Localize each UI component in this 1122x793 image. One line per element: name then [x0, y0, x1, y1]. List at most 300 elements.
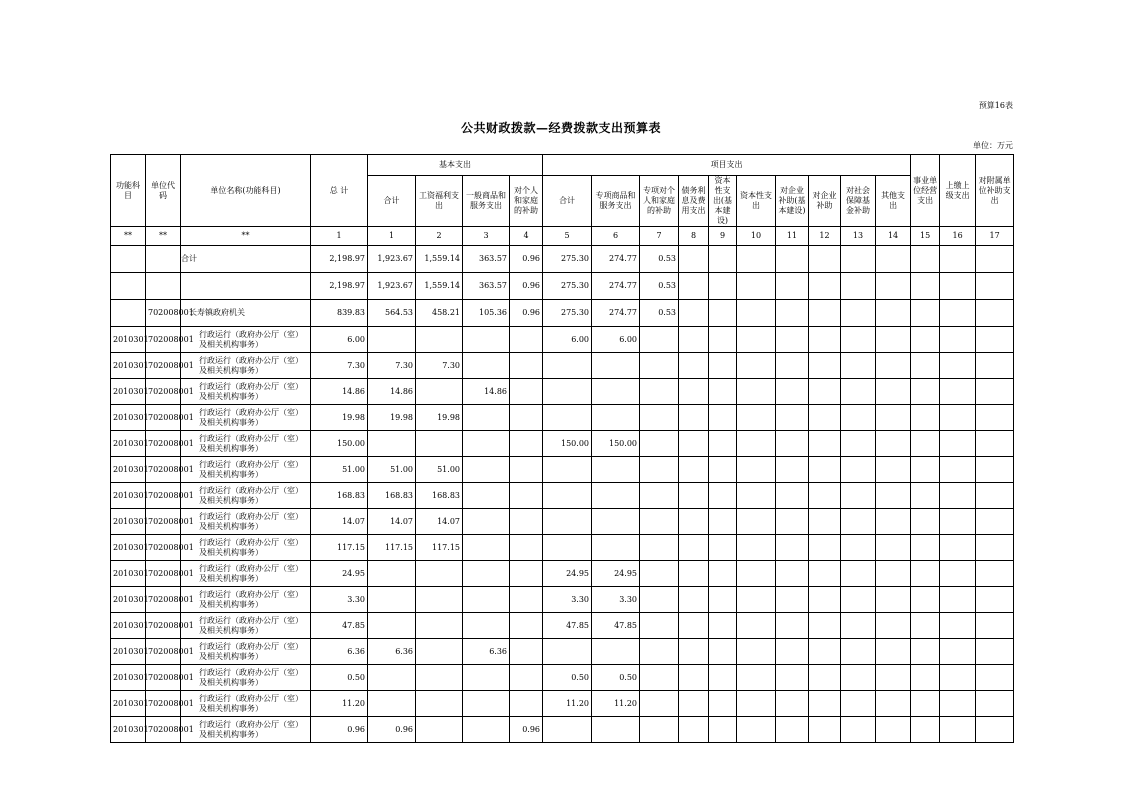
header-project-col: 对企业补助: [809, 176, 841, 227]
amount-cell: [841, 535, 876, 561]
amount-cell: [592, 379, 640, 405]
header-project-col: 专项对个人和家庭的补助: [640, 176, 679, 227]
unit-code-cell: 702008001: [146, 535, 181, 561]
amount-cell: [709, 431, 737, 457]
amount-cell: [911, 665, 940, 691]
table-row: [111, 273, 1014, 300]
unit-name-cell: 合计: [181, 246, 311, 273]
amount-cell: 274.77: [592, 246, 640, 273]
unit-code-cell: 702008001: [146, 509, 181, 535]
amount-cell: [911, 691, 940, 717]
amount-cell: 14.07: [311, 509, 368, 535]
amount-cell: 6.00: [311, 327, 368, 353]
amount-cell: [543, 353, 592, 379]
amount-cell: [911, 431, 940, 457]
amount-cell: [841, 483, 876, 509]
amount-cell: [841, 509, 876, 535]
amount-cell: [876, 535, 911, 561]
amount-cell: [911, 717, 940, 743]
amount-cell: [940, 431, 976, 457]
amount-cell: 51.00: [311, 457, 368, 483]
table-row: [111, 535, 1014, 561]
unit-name-cell: 行政运行（政府办公厅（室）及相关机构事务）: [181, 535, 311, 561]
amount-cell: [876, 509, 911, 535]
amount-cell: [776, 691, 809, 717]
amount-cell: 24.95: [311, 561, 368, 587]
amount-cell: [776, 405, 809, 431]
amount-cell: [776, 379, 809, 405]
amount-cell: [776, 457, 809, 483]
func-code-cell: [111, 246, 146, 273]
amount-cell: [976, 535, 1014, 561]
amount-cell: [679, 273, 709, 300]
amount-cell: [940, 483, 976, 509]
amount-cell: [737, 457, 776, 483]
header-index-num: 13: [841, 227, 876, 246]
amount-cell: [368, 665, 416, 691]
amount-cell: [809, 353, 841, 379]
amount-cell: 0.50: [543, 665, 592, 691]
amount-cell: [368, 587, 416, 613]
amount-cell: [876, 613, 911, 639]
amount-cell: 14.86: [463, 379, 510, 405]
amount-cell: 458.21: [416, 300, 463, 327]
amount-cell: [940, 379, 976, 405]
amount-cell: [640, 561, 679, 587]
header-shiye: 事业单位经营支出: [911, 155, 940, 227]
func-code-cell: 2010301: [111, 587, 146, 613]
amount-cell: [841, 300, 876, 327]
unit-code-cell: 702008001: [146, 691, 181, 717]
amount-cell: 11.20: [311, 691, 368, 717]
amount-cell: [940, 509, 976, 535]
amount-cell: [640, 405, 679, 431]
amount-cell: [543, 639, 592, 665]
amount-cell: [940, 587, 976, 613]
amount-cell: [463, 457, 510, 483]
amount-cell: 1,923.67: [368, 246, 416, 273]
amount-cell: 0.96: [510, 246, 543, 273]
amount-cell: [940, 457, 976, 483]
amount-cell: [640, 353, 679, 379]
amount-cell: 6.00: [543, 327, 592, 353]
header-basic-col: 合计: [368, 176, 416, 227]
amount-cell: [510, 353, 543, 379]
header-index-num: 12: [809, 227, 841, 246]
amount-cell: [640, 691, 679, 717]
amount-cell: [592, 353, 640, 379]
amount-cell: 0.53: [640, 273, 679, 300]
unit-code-cell: 702008001: [146, 483, 181, 509]
amount-cell: [592, 457, 640, 483]
table-row: [111, 613, 1014, 639]
amount-cell: [976, 405, 1014, 431]
amount-cell: [940, 665, 976, 691]
amount-cell: 105.36: [463, 300, 510, 327]
amount-cell: [592, 405, 640, 431]
amount-cell: [911, 561, 940, 587]
header-index-star: **: [111, 227, 146, 246]
amount-cell: [709, 613, 737, 639]
unit-code-cell: 702008001: [146, 300, 181, 327]
table-row: [111, 483, 1014, 509]
header-index-num: 16: [940, 227, 976, 246]
amount-cell: [940, 273, 976, 300]
amount-cell: [940, 535, 976, 561]
amount-cell: [510, 483, 543, 509]
func-code-cell: 2010301: [111, 561, 146, 587]
amount-cell: [543, 457, 592, 483]
amount-cell: [737, 327, 776, 353]
func-code-cell: [111, 273, 146, 300]
amount-cell: 2,198.97: [311, 273, 368, 300]
amount-cell: [809, 509, 841, 535]
amount-cell: [776, 353, 809, 379]
amount-cell: [809, 273, 841, 300]
unit-code-cell: 702008001: [146, 353, 181, 379]
amount-cell: [709, 535, 737, 561]
unit-name-cell: 行政运行（政府办公厅（室）及相关机构事务）: [181, 665, 311, 691]
amount-cell: [709, 246, 737, 273]
amount-cell: [709, 353, 737, 379]
amount-cell: [679, 535, 709, 561]
amount-cell: [911, 457, 940, 483]
amount-cell: [876, 717, 911, 743]
amount-cell: 6.36: [368, 639, 416, 665]
amount-cell: [737, 665, 776, 691]
amount-cell: [776, 717, 809, 743]
amount-cell: 117.15: [311, 535, 368, 561]
amount-cell: [679, 457, 709, 483]
header-basic-col: 一般商品和服务支出: [463, 176, 510, 227]
unit-name-cell: 行政运行（政府办公厅（室）及相关机构事务）: [181, 431, 311, 457]
unit-name-cell: 行政运行（政府办公厅（室）及相关机构事务）: [181, 561, 311, 587]
amount-cell: [841, 457, 876, 483]
header-index-star: **: [181, 227, 311, 246]
amount-cell: [911, 300, 940, 327]
func-code-cell: 2010301: [111, 353, 146, 379]
amount-cell: [510, 691, 543, 717]
amount-cell: [416, 561, 463, 587]
amount-cell: [776, 431, 809, 457]
table-row: [111, 509, 1014, 535]
header-index-num: 8: [679, 227, 709, 246]
amount-cell: [876, 273, 911, 300]
amount-cell: [592, 509, 640, 535]
amount-cell: [463, 587, 510, 613]
amount-cell: [640, 379, 679, 405]
header-basic-col: 对个人和家庭的补助: [510, 176, 543, 227]
header-index-num: 6: [592, 227, 640, 246]
amount-cell: [709, 483, 737, 509]
amount-cell: [510, 509, 543, 535]
amount-cell: [841, 587, 876, 613]
amount-cell: [510, 431, 543, 457]
header-index-num: 4: [510, 227, 543, 246]
amount-cell: [876, 639, 911, 665]
unit-name-cell: 行政运行（政府办公厅（室）及相关机构事务）: [181, 327, 311, 353]
header-project-col: 其他支出: [876, 176, 911, 227]
amount-cell: 6.00: [592, 327, 640, 353]
unit-name-cell: 行政运行（政府办公厅（室）及相关机构事务）: [181, 691, 311, 717]
amount-cell: [709, 587, 737, 613]
amount-cell: [368, 327, 416, 353]
amount-cell: [709, 665, 737, 691]
amount-cell: [911, 639, 940, 665]
amount-cell: [737, 535, 776, 561]
amount-cell: [976, 327, 1014, 353]
amount-cell: 275.30: [543, 246, 592, 273]
amount-cell: [776, 613, 809, 639]
amount-cell: [737, 431, 776, 457]
amount-cell: 14.07: [368, 509, 416, 535]
amount-cell: [709, 273, 737, 300]
unit-name-cell: 行政运行（政府办公厅（室）及相关机构事务）: [181, 509, 311, 535]
amount-cell: 0.96: [510, 273, 543, 300]
amount-cell: 150.00: [311, 431, 368, 457]
amount-cell: [709, 639, 737, 665]
amount-cell: [809, 405, 841, 431]
amount-cell: 275.30: [543, 273, 592, 300]
amount-cell: [463, 717, 510, 743]
amount-cell: [876, 300, 911, 327]
amount-cell: [737, 483, 776, 509]
table-row: [111, 431, 1014, 457]
amount-cell: [841, 379, 876, 405]
amount-cell: 24.95: [543, 561, 592, 587]
amount-cell: [709, 509, 737, 535]
unit-name-cell: 行政运行（政府办公厅（室）及相关机构事务）: [181, 717, 311, 743]
amount-cell: 19.98: [416, 405, 463, 431]
amount-cell: 0.96: [510, 717, 543, 743]
amount-cell: [940, 405, 976, 431]
amount-cell: 0.50: [311, 665, 368, 691]
amount-cell: 274.77: [592, 300, 640, 327]
unit-name-cell: 行政运行（政府办公厅（室）及相关机构事务）: [181, 353, 311, 379]
table-row: [111, 379, 1014, 405]
header-index-num: 14: [876, 227, 911, 246]
amount-cell: [510, 457, 543, 483]
amount-cell: [976, 300, 1014, 327]
unit-name-cell: 行政运行（政府办公厅（室）及相关机构事务）: [181, 587, 311, 613]
unit-code-cell: 702008001: [146, 379, 181, 405]
amount-cell: 0.96: [368, 717, 416, 743]
amount-cell: [737, 691, 776, 717]
amount-cell: [776, 639, 809, 665]
func-code-cell: 2010301: [111, 483, 146, 509]
unit-code-cell: [146, 246, 181, 273]
amount-cell: [543, 483, 592, 509]
header-unit-name: 单位名称(功能科目): [181, 155, 311, 227]
table-row: [111, 717, 1014, 743]
amount-cell: [940, 717, 976, 743]
amount-cell: [640, 613, 679, 639]
amount-cell: 6.36: [311, 639, 368, 665]
amount-cell: [737, 613, 776, 639]
amount-cell: 1,923.67: [368, 273, 416, 300]
amount-cell: 363.57: [463, 246, 510, 273]
header-index-num: 7: [640, 227, 679, 246]
amount-cell: 3.30: [311, 587, 368, 613]
amount-cell: [709, 405, 737, 431]
amount-cell: [841, 273, 876, 300]
amount-cell: [737, 405, 776, 431]
amount-cell: [809, 587, 841, 613]
amount-cell: [911, 273, 940, 300]
amount-cell: [463, 483, 510, 509]
amount-cell: [876, 483, 911, 509]
amount-cell: [679, 509, 709, 535]
unit-code-cell: 702008001: [146, 327, 181, 353]
unit-name-cell: 行政运行（政府办公厅（室）及相关机构事务）: [181, 639, 311, 665]
amount-cell: [737, 379, 776, 405]
table-row: [111, 691, 1014, 717]
amount-cell: 19.98: [311, 405, 368, 431]
amount-cell: [510, 665, 543, 691]
amount-cell: [543, 509, 592, 535]
amount-cell: [911, 353, 940, 379]
header-index-num: 10: [737, 227, 776, 246]
unit-code-cell: 702008001: [146, 431, 181, 457]
amount-cell: [876, 327, 911, 353]
amount-cell: [876, 587, 911, 613]
amount-cell: 47.85: [592, 613, 640, 639]
amount-cell: [841, 691, 876, 717]
func-code-cell: 2010301: [111, 457, 146, 483]
amount-cell: [679, 717, 709, 743]
amount-cell: 274.77: [592, 273, 640, 300]
amount-cell: [876, 431, 911, 457]
amount-cell: 168.83: [311, 483, 368, 509]
amount-cell: [841, 613, 876, 639]
amount-cell: [976, 457, 1014, 483]
amount-cell: 7.30: [416, 353, 463, 379]
header-fushu: 对附属单位补助支出: [976, 155, 1014, 227]
func-code-cell: 2010301: [111, 405, 146, 431]
unit-code-cell: [146, 273, 181, 300]
func-code-cell: [111, 300, 146, 327]
amount-cell: [640, 431, 679, 457]
amount-cell: [809, 691, 841, 717]
amount-cell: [976, 613, 1014, 639]
amount-cell: [737, 246, 776, 273]
budget-table: [110, 154, 1014, 743]
header-project-col: 对企业补助(基本建设): [776, 176, 809, 227]
amount-cell: [543, 535, 592, 561]
amount-cell: [976, 691, 1014, 717]
amount-cell: [368, 561, 416, 587]
unit-code-cell: 702008001: [146, 457, 181, 483]
amount-cell: [368, 431, 416, 457]
amount-cell: [640, 535, 679, 561]
amount-cell: [679, 327, 709, 353]
unit-code-cell: 702008001: [146, 561, 181, 587]
amount-cell: [841, 431, 876, 457]
amount-cell: [510, 561, 543, 587]
amount-cell: [776, 509, 809, 535]
header-project: 项目支出: [543, 155, 911, 176]
header-unit-code: 单位代码: [146, 155, 181, 227]
amount-cell: [876, 379, 911, 405]
header-project-col: 债务利息及费用支出: [679, 176, 709, 227]
amount-cell: 117.15: [416, 535, 463, 561]
amount-cell: 11.20: [543, 691, 592, 717]
amount-cell: [776, 246, 809, 273]
amount-cell: 7.30: [311, 353, 368, 379]
amount-cell: [809, 717, 841, 743]
amount-cell: [976, 353, 1014, 379]
amount-cell: [911, 483, 940, 509]
amount-cell: [416, 431, 463, 457]
amount-cell: [776, 535, 809, 561]
func-code-cell: 2010301: [111, 327, 146, 353]
header-index-num: 2: [416, 227, 463, 246]
amount-cell: 168.83: [416, 483, 463, 509]
unit-label: 单位：万元: [973, 141, 1013, 150]
amount-cell: [416, 665, 463, 691]
header-project-col: 专项商品和服务支出: [592, 176, 640, 227]
amount-cell: [776, 561, 809, 587]
header-index-num: 1: [368, 227, 416, 246]
amount-cell: [679, 300, 709, 327]
amount-cell: [640, 639, 679, 665]
amount-cell: [776, 300, 809, 327]
table-row: [111, 457, 1014, 483]
amount-cell: [737, 300, 776, 327]
header-index-num: 5: [543, 227, 592, 246]
amount-cell: [640, 483, 679, 509]
unit-code-cell: 702008001: [146, 717, 181, 743]
amount-cell: 24.95: [592, 561, 640, 587]
amount-cell: [679, 405, 709, 431]
amount-cell: [976, 379, 1014, 405]
header-shangjiao: 上缴上级支出: [940, 155, 976, 227]
amount-cell: [809, 379, 841, 405]
amount-cell: [463, 691, 510, 717]
amount-cell: [463, 353, 510, 379]
amount-cell: [976, 483, 1014, 509]
amount-cell: [809, 561, 841, 587]
amount-cell: [809, 300, 841, 327]
amount-cell: [911, 327, 940, 353]
amount-cell: 11.20: [592, 691, 640, 717]
amount-cell: [640, 509, 679, 535]
amount-cell: [737, 587, 776, 613]
amount-cell: [416, 639, 463, 665]
amount-cell: [776, 587, 809, 613]
amount-cell: [463, 613, 510, 639]
table-row: [111, 405, 1014, 431]
amount-cell: [776, 483, 809, 509]
amount-cell: [592, 535, 640, 561]
amount-cell: [809, 431, 841, 457]
unit-code-cell: 702008001: [146, 639, 181, 665]
amount-cell: [510, 535, 543, 561]
amount-cell: [976, 273, 1014, 300]
amount-cell: [510, 613, 543, 639]
amount-cell: [510, 639, 543, 665]
amount-cell: 3.30: [543, 587, 592, 613]
amount-cell: [679, 353, 709, 379]
amount-cell: 0.53: [640, 246, 679, 273]
amount-cell: [876, 353, 911, 379]
amount-cell: [911, 535, 940, 561]
header-index-num: 15: [911, 227, 940, 246]
amount-cell: 14.07: [416, 509, 463, 535]
header-project-col: 对社会保障基金补助: [841, 176, 876, 227]
amount-cell: 6.36: [463, 639, 510, 665]
unit-name-cell: 行政运行（政府办公厅（室）及相关机构事务）: [181, 613, 311, 639]
